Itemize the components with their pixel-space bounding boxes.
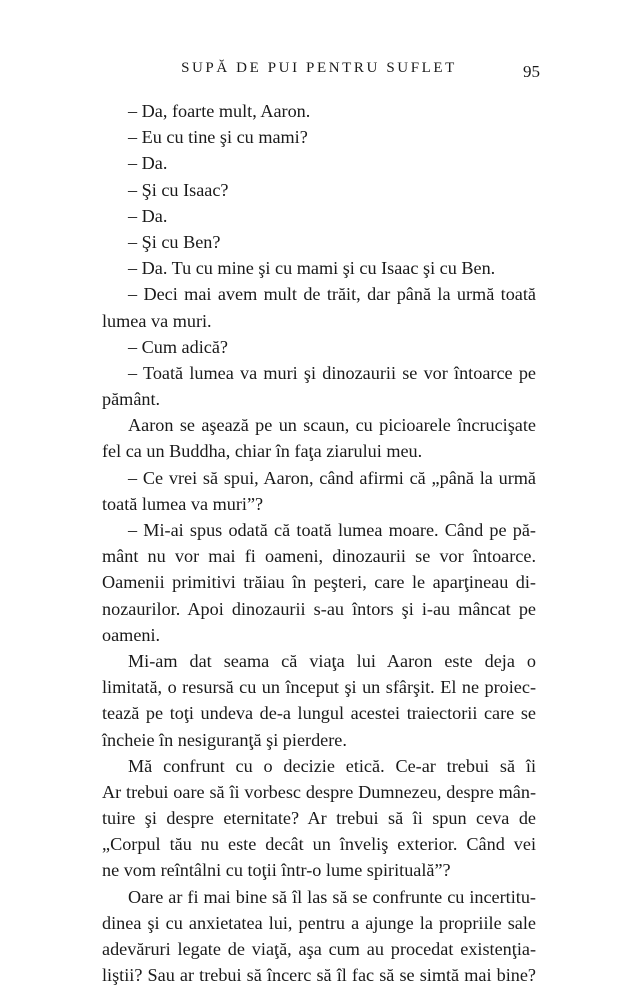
text-line: adevăruri legate de viaţă, aşa cum au procedat existenţia-: [102, 939, 536, 959]
text-line: – Toată lumea va muri şi dinozaurii se vor întoarce pe: [128, 362, 536, 383]
text-line: Mi-am dat seama că viaţa lui Aaron este deja o: [128, 650, 536, 671]
page-number: 95: [523, 62, 540, 81]
text-line: – Da.: [128, 205, 168, 226]
text-line: lumea va muri.: [102, 310, 212, 331]
running-title: SUPĂ DE PUI PENTRU SUFLET: [181, 60, 457, 76]
text-line: – Şi cu Isaac?: [128, 179, 229, 200]
text-line: „Corpul tău nu este decât un înveliş exterior. Când vei: [102, 834, 536, 855]
text-line: – Da, foarte mult, Aaron.: [128, 101, 311, 121]
text-line: Mă confrunt cu o decizie etică. Ce-ar trebui să îi: [128, 755, 536, 776]
text-line: – Eu cu tine şi cu mami?: [128, 127, 308, 148]
text-line: Ar trebui oare să îi vorbesc despre Dumnezeu, despre mân-: [102, 781, 536, 802]
text-line: – Da. Tu cu mine şi cu mami şi cu Isaac şi cu Ben.: [128, 258, 496, 279]
text-line: Oamenii primitivi trăiau în peşteri, care le aparţineau di-: [102, 572, 536, 593]
text-line: mânt nu vor mai fi oameni, dinozaurii se vor întoarce.: [102, 546, 536, 567]
text-line: oameni.: [102, 624, 161, 645]
text-line: – Mi-ai spus odată că toată lumea moare. Când pe pă-: [128, 520, 536, 540]
text-line: toată lumea va muri”?: [102, 493, 264, 514]
text-line: tează pe toţi undeva de-a lungul acestei traiectorii care se: [102, 703, 536, 724]
text-line: – Deci mai avem mult de trăit, dar până la urmă toată: [128, 284, 536, 305]
text-line: nozaurilor. Apoi dinozaurii s-au întors şi i-au mâncat pe: [102, 598, 536, 619]
text-line: – Da.: [128, 153, 168, 174]
text-line: – Şi cu Ben?: [128, 231, 221, 252]
text-line: liştii? Sau ar trebui să încerc să îl fac să se simtă mai bine?: [102, 965, 536, 986]
text-line: Aaron se aşează pe un scaun, cu picioarele încrucişate: [128, 415, 536, 436]
text-line: limitată, o resursă cu un început şi un sfârşit. El ne proiec-: [102, 677, 536, 698]
text-line: – Cum adică?: [128, 336, 228, 357]
text-line: pământ.: [102, 389, 161, 410]
text-line: – Ce vrei să spui, Aaron, când afirmi că „până la urmă: [128, 467, 536, 488]
body-text: [102, 98, 536, 988]
running-head: [102, 60, 540, 84]
text-line: fel ca un Buddha, chiar în faţa ziarului meu.: [102, 441, 423, 462]
text-line: dinea şi cu anxietatea lui, pentru a ajunge la propriile sale: [102, 912, 536, 933]
text-line: tuire şi despre eternitate? Ar trebui să îi spun ceva de: [102, 808, 536, 829]
text-line: încheie în nesiguranţă şi pierdere.: [102, 729, 347, 750]
text-line: ne vom reîntâlni cu toţii într-o lume spirituală”?: [102, 860, 451, 881]
text-line: Oare ar fi mai bine să îl las să se confrunte cu incertitu-: [128, 886, 536, 907]
